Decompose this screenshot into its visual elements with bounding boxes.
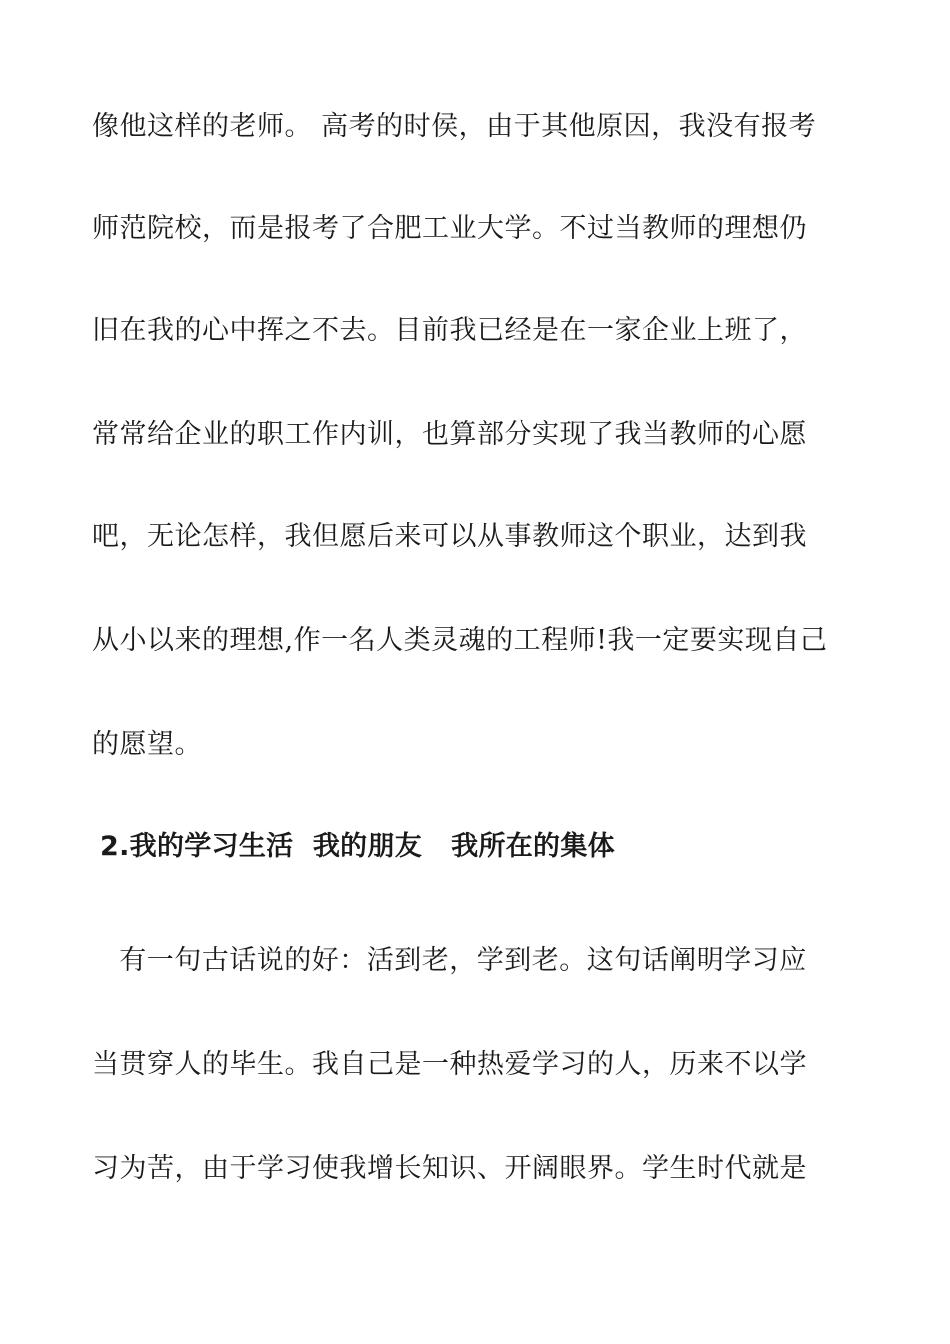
paragraph-line: 像他这样的老师。 高考的时侯，由于其他原因，我没有报考 [92,111,817,142]
paragraph-line: 当贯穿人的毕生。我自己是一种热爱学习的人，历来不以学 [92,1049,807,1080]
paragraph-line: 常常给企业的职工作内训，也算部分实现了我当教师的心愿 [92,419,807,450]
paragraph-line: 的愿望。 [92,729,202,760]
paragraph-line: 有一句古话说的好：活到老，学到老。这句话阐明学习应 [92,945,807,976]
paragraph-line: 吧，无论怎样，我但愿后来可以从事教师这个职业，达到我 [92,521,807,552]
paragraph-line: 师范院校，而是报考了合肥工业大学。不过当教师的理想仍 [92,213,807,244]
section-heading: 2.我的学习生活 我的朋友 我所在的集体 [100,831,615,862]
paragraph-line: 习为苦，由于学习使我增长知识、开阔眼界。学生时代就是 [92,1153,807,1184]
paragraph-line: 从小以来的理想,作一名人类灵魂的工程师!我一定要实现自己 [92,625,828,656]
paragraph-line: 旧在我的心中挥之不去。目前我已经是在一家企业上班了， [92,315,807,346]
